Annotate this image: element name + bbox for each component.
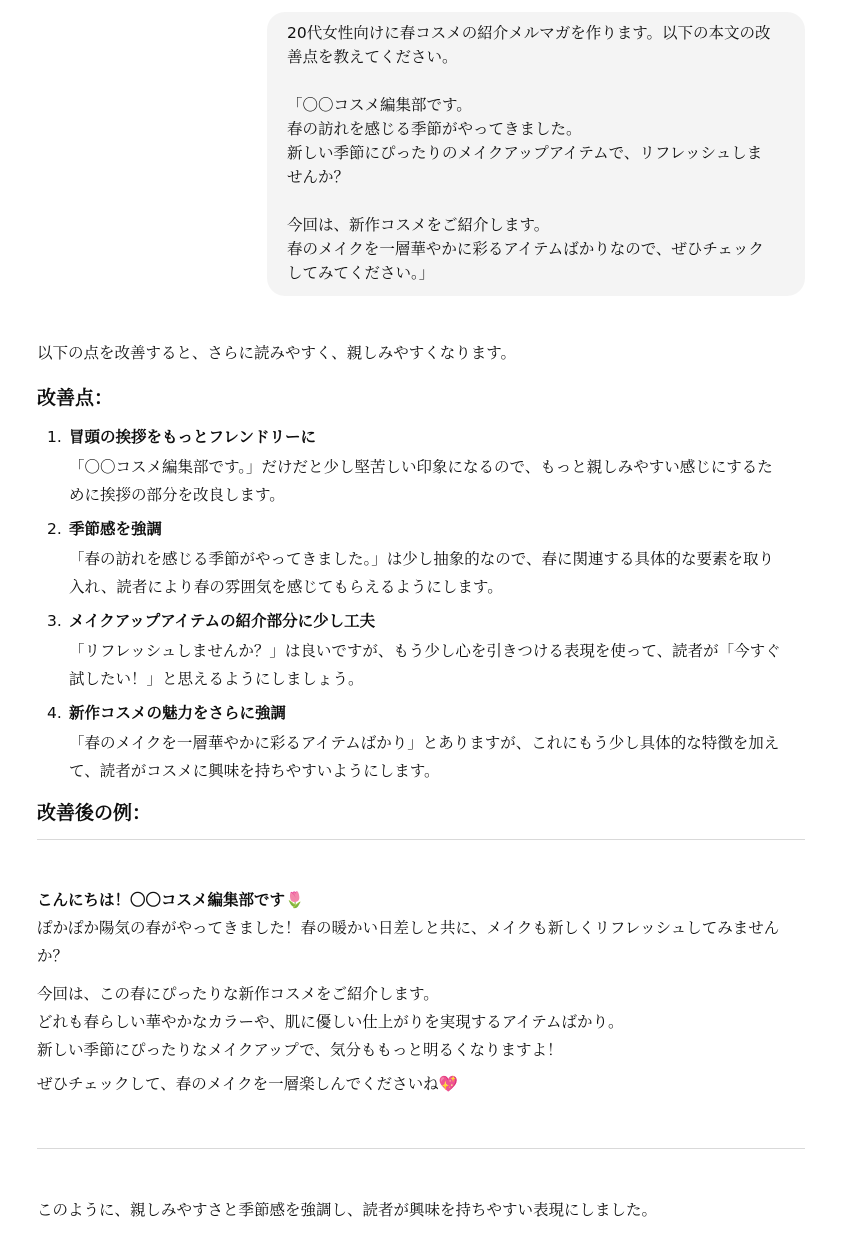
- tulip-icon: 🌷: [285, 891, 305, 909]
- improvements-heading: 改善点：: [37, 387, 114, 409]
- list-number: 3.: [47, 612, 62, 630]
- list-number: 4.: [47, 704, 62, 722]
- divider: [37, 839, 805, 840]
- sparkling-heart-icon: 💖: [438, 1075, 458, 1093]
- improvement-body: [69, 545, 809, 601]
- example-paragraph: [37, 980, 805, 1064]
- example-line: か？: [37, 947, 69, 965]
- greeting-text: こんにちは！〇〇コスメ編集部です: [37, 891, 286, 909]
- improvement-title: 新作コスメの魅力をさらに強調: [69, 704, 287, 722]
- example-line: ぽかぽか陽気の春がやってきました！春の暖かい日差しと共に、メイクも新しくリフレッシュしてみません: [37, 919, 780, 937]
- improvement-body-line: 「リフレッシュしませんか？」は良いですが、もう少し心を引きつける表現を使って、読者が「今すぐ: [69, 642, 781, 660]
- improvement-body: [69, 729, 809, 785]
- improvement-title: メイクアップアイテムの紹介部分に少し工夫: [69, 612, 376, 630]
- example-heading: 改善後の例：: [37, 802, 152, 824]
- improvement-body: [69, 637, 809, 693]
- divider: [37, 1148, 805, 1149]
- user-message-bubble: [267, 12, 805, 296]
- improvement-body-line: 「〇〇コスメ編集部です。」だけだと少し堅苦しい印象になるので、もっと親しみやすい感じにするた: [69, 458, 773, 476]
- improvement-body-line: めに挨拶の部分を改良します。: [69, 486, 285, 504]
- example-greeting: [37, 886, 805, 914]
- user-message-line: 春のメイクを一層華やかに彩るアイテムばかりなので、ぜひチェック: [287, 240, 764, 258]
- user-message-line: せんか？: [287, 168, 350, 186]
- user-message-line: してみてください。」: [287, 264, 435, 282]
- user-message-line: 善点を教えてください。: [287, 48, 458, 66]
- example-line: ぜひチェックして、春のメイクを一層楽しんでくださいね: [37, 1075, 439, 1093]
- user-message-line: 20代女性向けに春コスメの紹介メルマガを作ります。以下の本文の改: [287, 24, 771, 42]
- response-closing: このように、親しみやすさと季節感を強調し、読者が興味を持ちやすい表現にしました。: [37, 1201, 658, 1219]
- list-number: 1.: [47, 428, 62, 446]
- user-message-line: 「〇〇コスメ編集部です。: [287, 96, 472, 114]
- example-paragraph: [37, 914, 805, 970]
- improvement-title: 冒頭の挨拶をもっとフレンドリーに: [69, 428, 316, 446]
- improvement-body-line: 入れ、読者により春の雰囲気を感じてもらえるようにします。: [69, 578, 503, 596]
- improvement-body-line: 試したい！」と思えるようにしましょう。: [69, 670, 364, 688]
- list-number: 2.: [47, 520, 62, 538]
- improvement-body-line: て、読者がコスメに興味を持ちやすいようにします。: [69, 762, 440, 780]
- improvement-body-line: 「春の訪れを感じる季節がやってきました。」は少し抽象的なので、春に関連する具体的な要素を取り: [69, 550, 774, 568]
- user-message-line: 今回は、新作コスメをご紹介します。: [287, 216, 550, 234]
- response-intro: 以下の点を改善すると、さらに読みやすく、親しみやすくなります。: [37, 344, 516, 362]
- example-line: どれも春らしい華やかなカラーや、肌に優しい仕上がりを実現するアイテムばかり。: [37, 1013, 624, 1031]
- example-line: 新しい季節にぴったりなメイクアップで、気分ももっと明るくなりますよ！: [37, 1041, 563, 1059]
- user-message-line: 新しい季節にぴったりのメイクアップアイテムで、リフレッシュしま: [287, 144, 763, 162]
- improvement-body-line: 「春のメイクを一層華やかに彩るアイテムばかり」とありますが、これにもう少し具体的な特徴を加え: [69, 734, 780, 752]
- example-paragraph: [37, 1070, 805, 1098]
- improvement-title: 季節感を強調: [69, 520, 163, 538]
- user-message-line: 春の訪れを感じる季節がやってきました。: [287, 120, 582, 138]
- improvement-body: [69, 453, 809, 509]
- example-line: 今回は、この春にぴったりな新作コスメをご紹介します。: [37, 985, 439, 1003]
